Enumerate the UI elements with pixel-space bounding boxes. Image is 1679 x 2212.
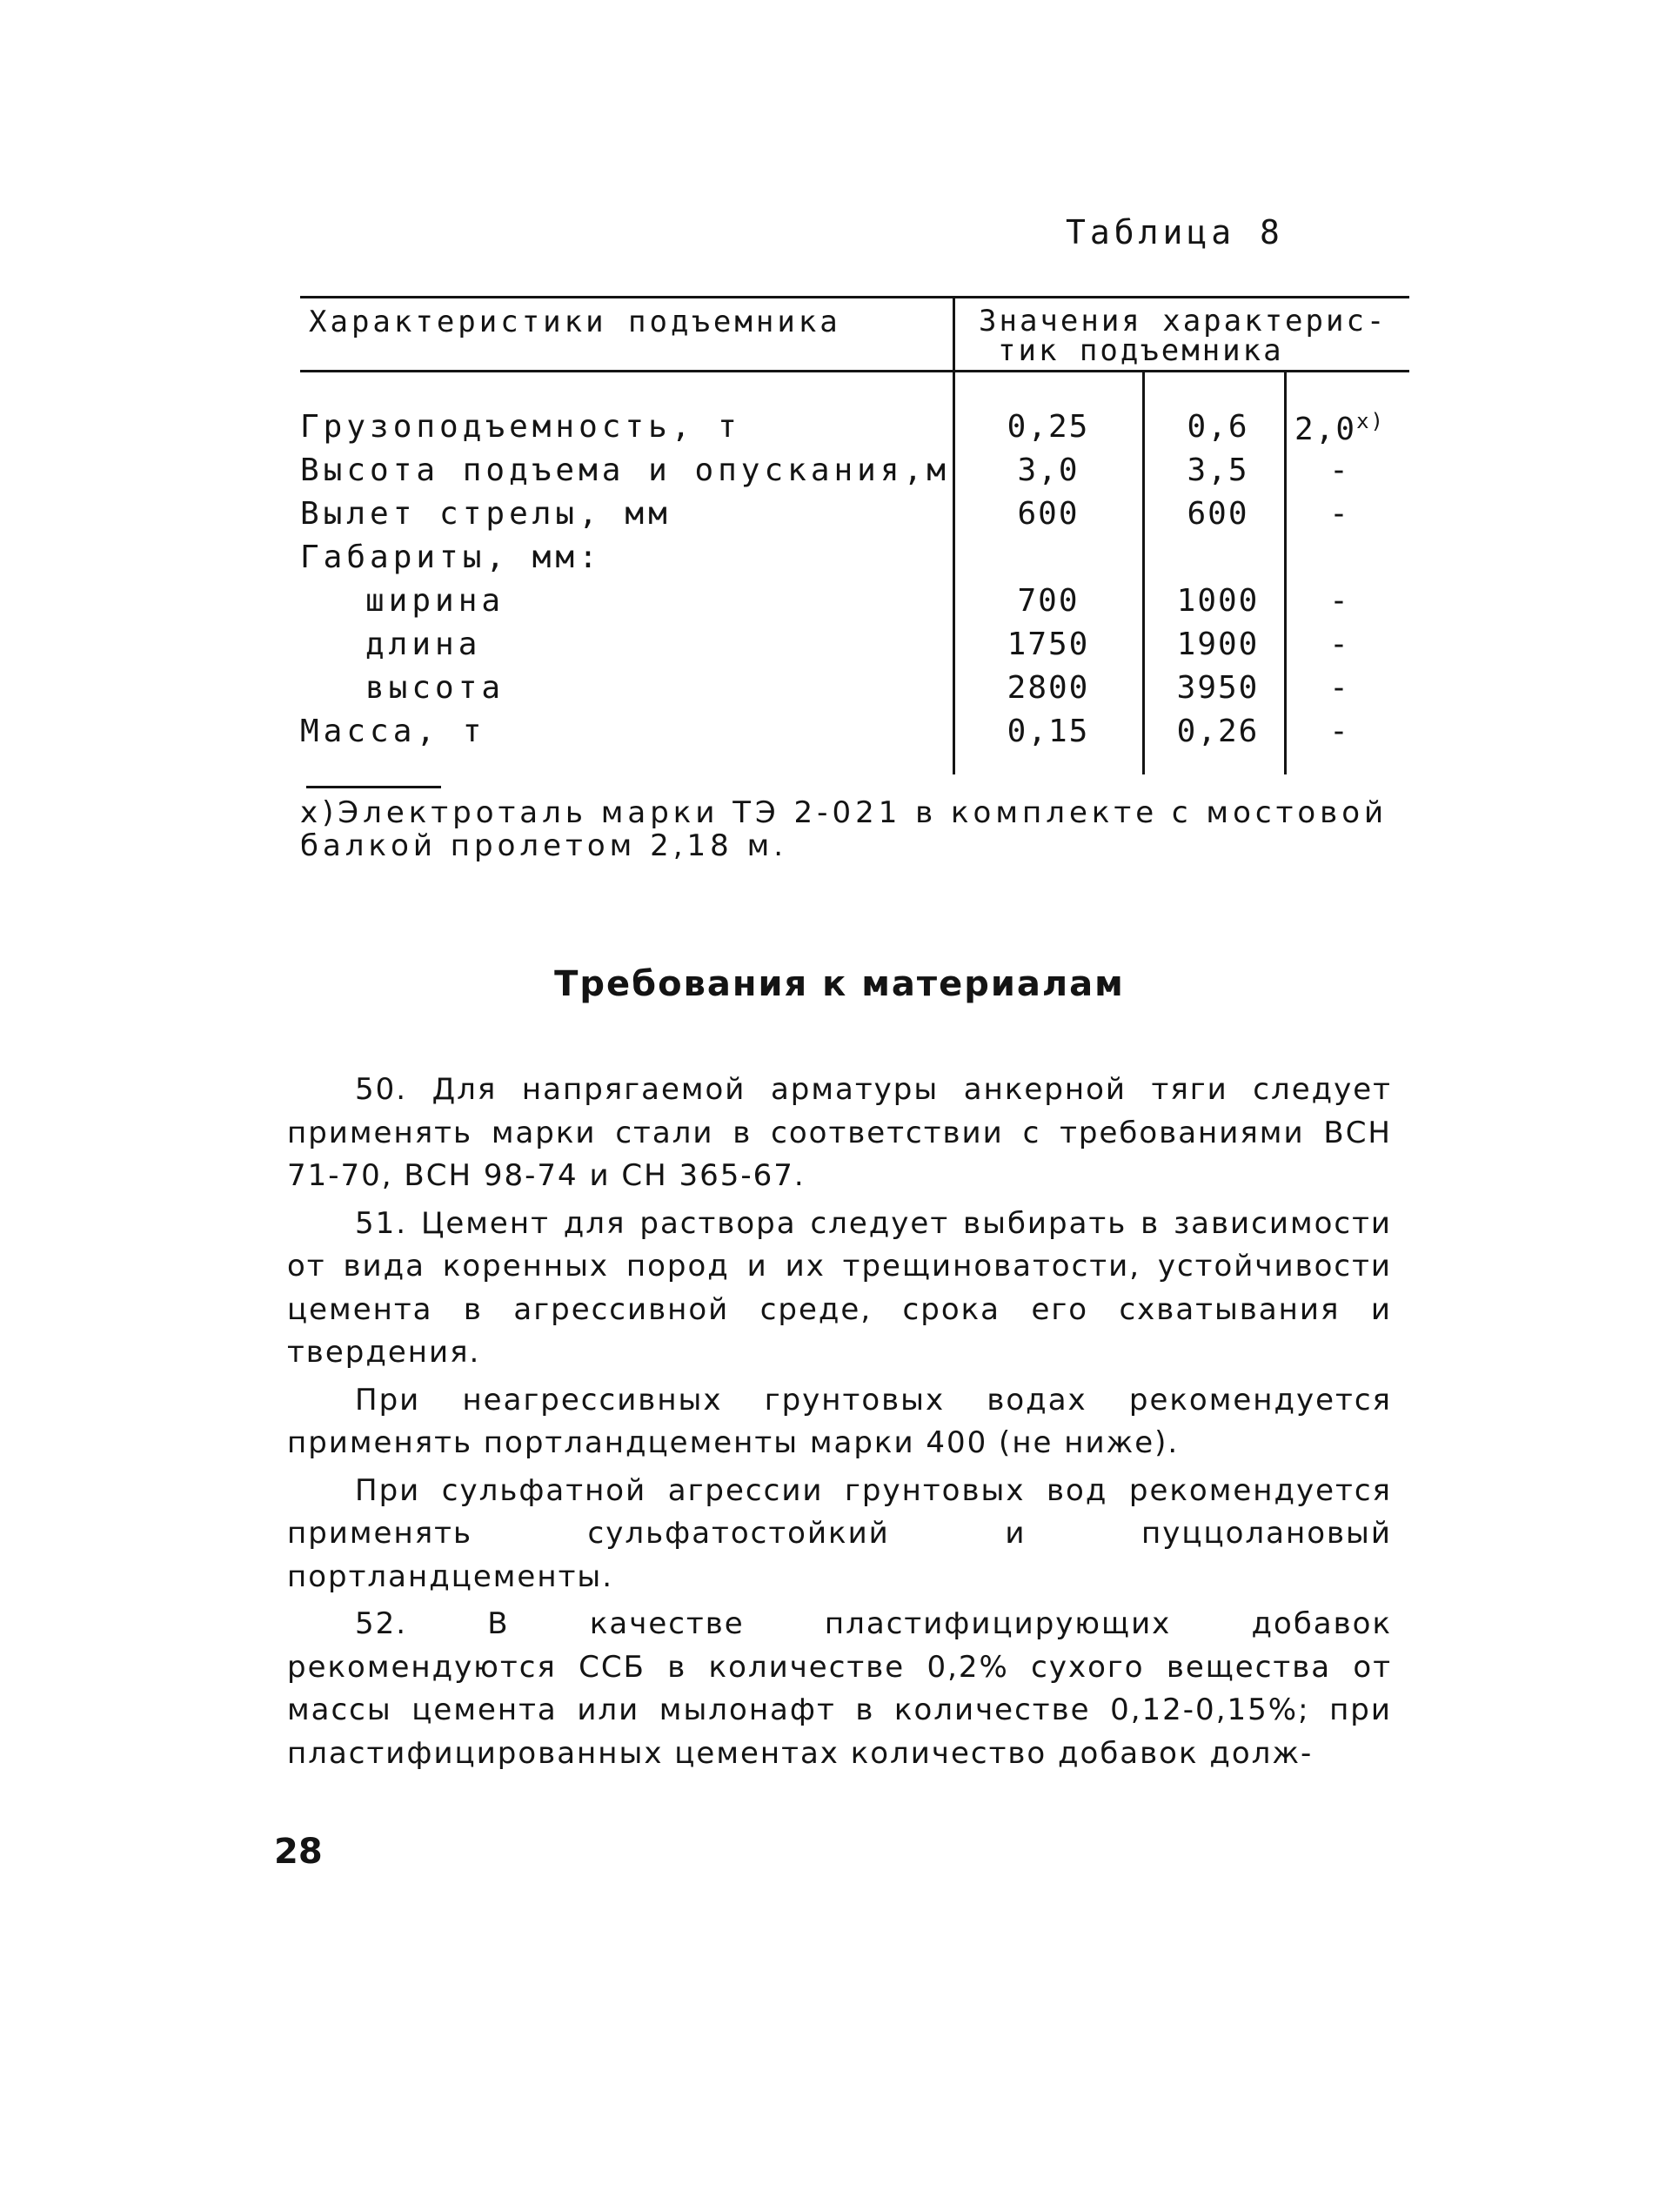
row-label: Вылет стрелы, мм <box>300 496 672 532</box>
row-value-2: 0,6 <box>1187 409 1249 445</box>
row-value-3: - <box>1329 452 1350 488</box>
row-value-1: 0,15 <box>1007 714 1090 749</box>
row-value-3: - <box>1329 496 1350 532</box>
row-value-1: 700 <box>1017 583 1080 619</box>
row-label: Грузоподъемность, т <box>300 409 741 445</box>
row-value-2: 3950 <box>1176 670 1260 706</box>
table-header-rule <box>300 370 1409 372</box>
row-value-1: 1750 <box>1007 627 1090 662</box>
footnote-marker: x) <box>1356 409 1385 433</box>
row-value-2: 1000 <box>1176 583 1260 619</box>
table-footnote: x)Электроталь марки ТЭ 2-021 в комплекте с мостовой балкой пролетом 2,18 м. <box>300 795 1388 863</box>
table-caption: Таблица 8 <box>1066 213 1284 251</box>
row-value-3: - <box>1329 583 1350 619</box>
row-value-1: 600 <box>1017 496 1080 532</box>
table-header-characteristics: Характеристики подъемника <box>309 305 841 339</box>
row-label: длина <box>365 627 482 662</box>
table-row <box>0 409 1679 452</box>
row-value-1: 0,25 <box>1007 409 1090 445</box>
row-value-3: - <box>1329 627 1350 662</box>
row-value-3 <box>1288 409 1392 447</box>
table-row <box>0 627 1679 670</box>
row-value-3: - <box>1329 670 1350 706</box>
row-value-2: 600 <box>1187 496 1249 532</box>
paragraph-50: 50. Для напрягаемой арматуры анкерной тяги следует применять марки стали в соответствии с требованиями ВСН 71-70, ВСН 98-74 и СН 365-67. <box>287 1072 1392 1193</box>
table-row <box>0 452 1679 496</box>
table-row <box>0 714 1679 757</box>
footnote-rule <box>306 786 441 788</box>
row-value-2: 0,26 <box>1176 714 1260 749</box>
table-row <box>0 583 1679 627</box>
table-top-rule <box>300 296 1409 298</box>
row-value-3: - <box>1329 714 1350 749</box>
row-label: Масса, т <box>300 714 486 749</box>
row-label: высота <box>365 670 505 706</box>
body-text <box>287 1069 1392 1780</box>
row-value-1: 3,0 <box>1017 452 1080 488</box>
row-label: Высота подъема и опускания,м <box>300 452 950 488</box>
row-label: ширина <box>365 583 505 619</box>
row-value-1: 2800 <box>1007 670 1090 706</box>
row-value-2: 1900 <box>1176 627 1260 662</box>
row-value-2: 3,5 <box>1187 452 1249 488</box>
table-header-values <box>979 304 1388 368</box>
section-title: Требования к материалам <box>554 964 1125 1004</box>
paragraph-52: 52. В качестве пластифицирующих добавок рекомендуются ССБ в количестве 0,2% сухого вещества от массы цемента или мылонафт в количестве 0,12-0,15%; при пластифицированных цементах количество добавок долж- <box>287 1606 1392 1771</box>
paragraph-51-nonaggressive: При неагрессивных грунтовых водах рекомендуется применять портландцементы марки 400 (не ниже). <box>287 1382 1392 1460</box>
table-header-values-line1: Значения характерис- <box>979 304 1388 339</box>
table-row <box>0 496 1679 540</box>
paragraph-51: 51. Цемент для раствора следует выбирать в зависимости от вида коренных пород и их трещиноватости, устойчивости цемента в агрессивной среде, срока его схватывания и твердения. <box>287 1205 1392 1370</box>
row-value-3-text: 2,0 <box>1294 412 1357 447</box>
table-row <box>0 540 1679 583</box>
page-number: 28 <box>274 1832 323 1872</box>
paragraph-51-sulfate: При сульфатной агрессии грунтовых вод рекомендуется применять сульфатостойкий и пуццолановый портландцементы. <box>287 1472 1392 1594</box>
table-header-values-line2: тик подъемника <box>998 333 1284 368</box>
table-row <box>0 670 1679 714</box>
row-label: Габариты, мм: <box>300 540 602 575</box>
